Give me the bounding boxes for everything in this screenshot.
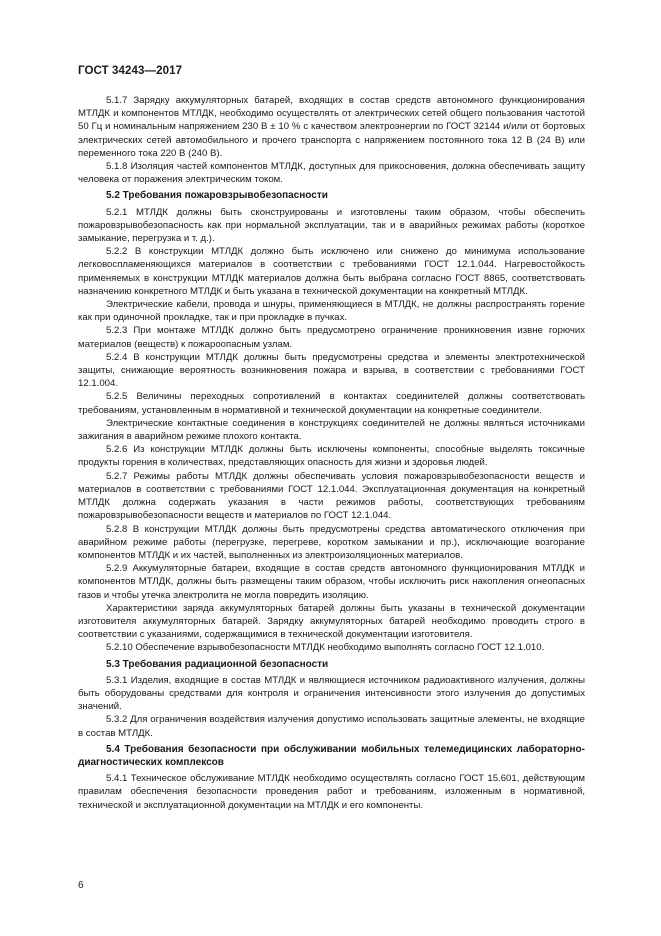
clause-5-3-1: 5.3.1 Изделия, входящие в состав МТЛДК и являющиеся источником радиоактивного излучения, должны быть оборудованы средствами для контроля и ограничения интенсивности этого излучения до допустимых значений. — [78, 674, 585, 713]
clause-5-2-6: 5.2.6 Из конструкции МТЛДК должны быть исключены компоненты, способные выделять токсичные продукты горения в количествах, представляющих опасность для жизни и здоровья людей. — [78, 444, 585, 469]
clause-5-2-3: 5.2.3 При монтаже МТЛДК должно быть предусмотрено ограничение проникновения извне горючих материалов (веществ) к пожароопасным узлам. — [78, 325, 585, 350]
clause-5-2-5: 5.2.5 Величины переходных сопротивлений в контактах соединителей должны соответствовать требованиям, установленным в нормативной и технической документации на конкретные соединители. — [78, 391, 585, 416]
clause-5-3-2: 5.3.2 Для ограничения воздействия излучения допустимо использовать защитные элементы, не входящие в состав МТЛДК. — [78, 714, 585, 739]
clause-5-2-5-contacts: Электрические контактные соединения в конструкциях соединителей не должны являться источниками зажигания в аварийном режиме плохого контакта. — [78, 417, 585, 443]
document-body — [78, 94, 585, 812]
standard-header: ГОСТ 34243—2017 — [78, 65, 183, 77]
page-number: 6 — [78, 880, 84, 891]
clause-5-2-4: 5.2.4 В конструкции МТЛДК должны быть предусмотрены средства и элементы электротехнической защиты, снижающие вероятность возникновения пожара и взрыва, в соответствии с требованиями ГОСТ 12.1.004. — [78, 351, 585, 390]
section-heading-5-2: 5.2 Требования пожаровзрывобезопасности — [106, 190, 328, 202]
clause-5-2-9-charging: Характеристики заряда аккумуляторных батарей должны быть указаны в технической документации изготовителя аккумуляторных батарей. Зарядку аккумуляторных батарей необходимо проводить строго в соответствии с указаниями, содержащимися в технической документации изготовителя. — [78, 602, 585, 641]
section-heading-5-4: 5.4 Требования безопасности при обслуживании мобильных телемедицинских лабораторно-диагностических комплексов — [78, 743, 585, 768]
clause-5-4-1: 5.4.1 Техническое обслуживание МТЛДК необходимо осуществлять согласно ГОСТ 15.601, действующим правилам обеспечения безопасности проведения работ и требованиям, изложенным в нормативной, технической и эксплуатационной документации на МТЛДК и его компоненты. — [78, 773, 585, 811]
clause-5-2-9: 5.2.9 Аккумуляторные батареи, входящие в состав средств автономного функционирования МТЛДК и компонентов МТЛДК, должны быть размещены таким образом, чтобы исключить риск накопления огнеопасных газов и чтобы утечка электролита не могла повредить изоляцию. — [78, 563, 585, 601]
clause-5-2-2: 5.2.2 В конструкции МТЛДК должно быть исключено или снижено до минимума использование легковоспламеняющихся материалов в соответствии с требованиями ГОСТ 12.1.044. Нагревостойкость применяемых в конструкции МТЛДК материалов должна быть выбрана согласно ГОСТ 8865, соответствовать назначению конкретного МТЛДК и быть указана в технической документации на конкретный МТЛДК. — [78, 246, 585, 297]
clause-5-1-7: 5.1.7 Зарядку аккумуляторных батарей, входящих в состав средств автономного функционирования МТЛДК и компонентов МТЛДК, необходимо осуществлять от электрических сетей общего пользования частотой 50 Гц и номинальным напряжением 230 В ± 10 % с качеством электроэнергии по ГОСТ 32144 и/или от бортовых электрических сетей автомобильного и прочего транспорта с напряжением постоянного тока 12 В (24 В) или переменного тока 220 В (240 В). — [78, 95, 585, 159]
clause-5-2-2-cables: Электрические кабели, провода и шнуры, применяющиеся в МТЛДК, не должны распространять горение как при одиночной прокладке, так и при прокладке в пучках. — [78, 299, 585, 324]
clause-5-1-8: 5.1.8 Изоляция частей компонентов МТЛДК, доступных для прикосновения, должна обеспечивать защиту человека от поражения электрическим током. — [78, 161, 585, 186]
section-heading-5-3: 5.3 Требования радиационной безопасности — [106, 658, 329, 670]
clause-5-2-1: 5.2.1 МТЛДК должны быть сконструированы и изготовлены таким образом, чтобы обеспечить пожаровзрывобезопасность как при нормальной эксплуатации, так и в аварийных режимах работы (короткое замыкание, перегрузка и т. д.). — [78, 206, 585, 245]
clause-5-2-8: 5.2.8 В конструкции МТЛДК должны быть предусмотрены средства автоматического отключения при аварийном режиме работы (перегрузке, перегреве, коротком замыкании и пр.), исключающие возгорание компонентов МТЛДК и их частей, выполненных из электроизоляционных материалов. — [78, 523, 585, 561]
clause-5-2-7: 5.2.7 Режимы работы МТЛДК должны обеспечивать условия пожаровзрывобезопасности веществ и материалов в соответствии с требованиями ГОСТ 12.1.044. Эксплуатационная документация на конкретный МТЛДК должна содержать указания в части режимов работы, соответствующих требованиям пожаровзрывобезопасности веществ и материалов по ГОСТ 12.1.044. — [78, 470, 585, 522]
clause-5-2-10: 5.2.10 Обеспечение взрывобезопасности МТЛДК необходимо выполнять согласно ГОСТ 12.1.010. — [106, 642, 545, 654]
